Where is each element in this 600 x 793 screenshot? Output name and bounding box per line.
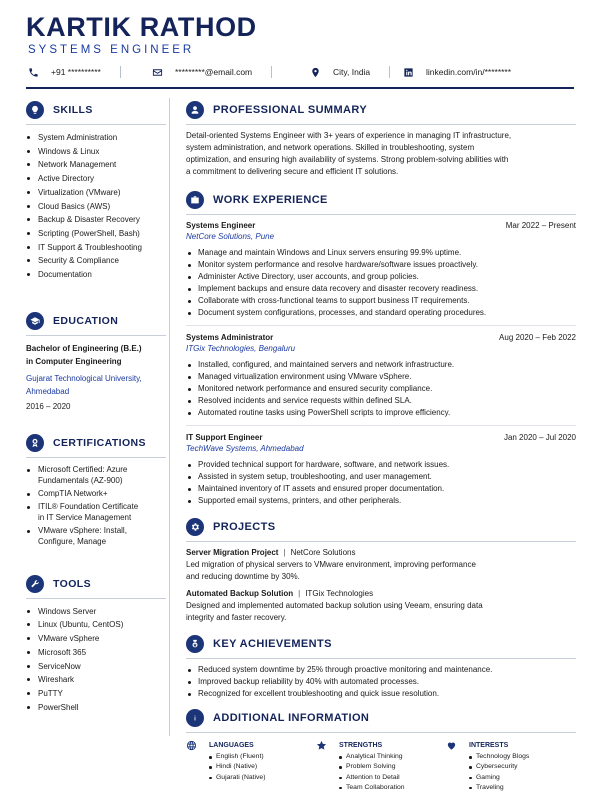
- certification-line: CompTIA Network+: [38, 488, 108, 498]
- tool-item: Linux (Ubuntu, CentOS): [26, 618, 166, 632]
- job-bullets: [186, 247, 576, 319]
- candidate-role: SYSTEMS ENGINEER: [28, 44, 195, 56]
- strength-item: Team Collaboration: [339, 783, 446, 793]
- job-entry: [186, 332, 576, 419]
- certifications-section: [26, 431, 166, 547]
- job-separator: [186, 325, 576, 326]
- job-company: ITGix Technologies, Bengaluru: [186, 344, 296, 353]
- tools-section: [26, 572, 166, 715]
- section-divider: [186, 214, 576, 215]
- job-bullet: Automated routine tasks using PowerShell scripts to improve efficiency.: [186, 407, 576, 419]
- job-company: TechWave Systems, Ahmedabad: [186, 444, 304, 453]
- tools-list: [26, 605, 166, 715]
- strengths-title: STRENGTHS: [339, 741, 383, 749]
- projects-list: [186, 547, 576, 624]
- tool-item: ServiceNow: [26, 660, 166, 674]
- job-header: [186, 220, 576, 231]
- achievement-item: Improved backup reliability by 40% with automated processes.: [186, 676, 576, 688]
- project-header: [186, 588, 576, 600]
- graduation-cap-icon: [26, 312, 44, 330]
- summary-line: optimization, and ensuring high availability of systems. Strong problem-solving abilities with: [186, 155, 509, 164]
- gear-icon: [186, 518, 204, 536]
- left-column: [26, 98, 166, 714]
- skills-title: SKILLS: [53, 104, 93, 116]
- certifications-title: CERTIFICATIONS: [53, 436, 146, 449]
- strength-item: Attention to Detail: [339, 773, 446, 783]
- section-divider: [26, 335, 166, 336]
- languages-column: [186, 738, 316, 793]
- education-section: [26, 309, 166, 413]
- job-entry: [186, 220, 576, 319]
- project-description: integrity and faster recovery.: [186, 613, 287, 622]
- tool-item: PuTTY: [26, 687, 166, 701]
- section-divider: [26, 124, 166, 125]
- job-bullet: Supported email systems, printers, and other peripherals.: [186, 495, 576, 507]
- achievement-item: Recognized for excellent troubleshooting and quick issue resolution.: [186, 688, 576, 700]
- project-entry: [186, 547, 576, 583]
- interests-list: [469, 752, 576, 793]
- education-years: 2016 – 2020: [26, 401, 71, 411]
- summary-line: a commitment to delivering secure and efficient IT solutions.: [186, 167, 399, 176]
- certification-line: Configure, Manage: [38, 536, 107, 546]
- summary-text: [186, 130, 576, 178]
- skill-item: Active Directory: [26, 172, 166, 186]
- linkedin-text: linkedin.com/in/********: [426, 67, 512, 77]
- job-bullet: Document system configurations, processes, and standard operating procedures.: [186, 307, 576, 319]
- job-bullet: Collaborate with cross-functional teams to support business IT requirements.: [186, 295, 576, 307]
- interests-column: [446, 738, 576, 793]
- additional-title: ADDITIONAL INFORMATION: [213, 712, 370, 724]
- contact-phone[interactable]: [28, 64, 101, 80]
- skill-item: Windows & Linux: [26, 145, 166, 159]
- project-org: ITGix Technologies: [305, 589, 374, 598]
- skill-item: Scripting (PowerShell, Bash): [26, 227, 166, 241]
- experience-section: [186, 188, 576, 507]
- location-pin-icon: [310, 67, 321, 78]
- certification-item: [26, 501, 166, 523]
- job-bullet: Monitor system performance and resolve hardware/software issues proactively.: [186, 259, 576, 271]
- degree-line-2: in Computer Engineering: [26, 356, 122, 366]
- certifications-list: [26, 464, 166, 547]
- phone-text: +91 **********: [51, 67, 101, 77]
- section-divider: [26, 457, 166, 458]
- achievements-section: [186, 632, 576, 700]
- skill-item: System Administration: [26, 131, 166, 145]
- job-dates: Mar 2022 – Present: [505, 221, 576, 230]
- certification-item: [26, 464, 166, 486]
- job-dates: Aug 2020 – Feb 2022: [499, 333, 576, 342]
- job-title: Systems Engineer: [186, 221, 256, 230]
- additional-section: [186, 706, 576, 793]
- project-entry: [186, 588, 576, 624]
- column-divider: [169, 98, 170, 736]
- contact-separator: [120, 66, 121, 78]
- contact-email[interactable]: [152, 64, 252, 80]
- lightbulb-icon: [26, 101, 44, 119]
- contact-location: [310, 64, 370, 80]
- language-item: Hindi (Native): [209, 762, 316, 772]
- strength-item: Problem Solving: [339, 762, 446, 772]
- projects-section: [186, 515, 576, 624]
- strengths-list: [339, 752, 446, 793]
- tool-item: Windows Server: [26, 605, 166, 619]
- tool-item: Microsoft 365: [26, 646, 166, 660]
- skill-item: Documentation: [26, 268, 166, 282]
- section-divider: [186, 658, 576, 659]
- strengths-column: [316, 738, 446, 793]
- achievements-title: KEY ACHIEVEMENTS: [213, 638, 332, 650]
- jobs-list: [186, 220, 576, 507]
- globe-icon: [186, 740, 197, 751]
- achievement-item: Reduced system downtime by 25% through proactive monitoring and maintenance.: [186, 664, 576, 676]
- university-line-2: Ahmedabad: [26, 386, 70, 396]
- job-bullet: Monitored network performance and ensured security compliance.: [186, 383, 576, 395]
- job-bullet: Provided technical support for hardware, software, and network issues.: [186, 459, 576, 471]
- job-bullet: Installed, configured, and maintained servers and network infrastructure.: [186, 359, 576, 371]
- job-title: Systems Administrator: [186, 333, 274, 342]
- languages-list: [209, 752, 316, 783]
- section-divider: [186, 124, 576, 125]
- interests-title: INTERESTS: [469, 741, 509, 749]
- university-line-1: Gujarat Technological University,: [26, 373, 142, 383]
- certification-line: Microsoft Certified: Azure: [38, 464, 128, 474]
- project-org: NetCore Solutions: [290, 548, 356, 557]
- contact-separator: [389, 66, 390, 78]
- language-item: English (Fluent): [209, 752, 316, 762]
- job-header: [186, 432, 576, 443]
- project-separator: |: [298, 589, 301, 598]
- section-divider: [186, 541, 576, 542]
- section-divider: [26, 598, 166, 599]
- heart-icon: [446, 740, 457, 751]
- projects-title: PROJECTS: [213, 521, 276, 533]
- achievements-list: [186, 664, 576, 700]
- interest-item: Traveling: [469, 783, 576, 793]
- skill-item: Cloud Basics (AWS): [26, 200, 166, 214]
- skill-item: IT Support & Troubleshooting: [26, 241, 166, 255]
- job-bullet: Assisted in system setup, troubleshooting, and user management.: [186, 471, 576, 483]
- job-bullet: Maintained inventory of IT assets and ensured proper documentation.: [186, 483, 576, 495]
- project-name: Automated Backup Solution: [186, 589, 294, 598]
- tools-wrench-icon: [26, 575, 44, 593]
- job-bullet: Resolved incidents and service requests within defined SLA.: [186, 395, 576, 407]
- certification-line: in IT Service Management: [38, 512, 132, 522]
- project-description: Designed and implemented automated backup solution using Veeam, ensuring data: [186, 601, 483, 610]
- tool-item: PowerShell: [26, 701, 166, 715]
- tool-item: VMware vSphere: [26, 632, 166, 646]
- job-entry: [186, 432, 576, 507]
- email-text: *********@email.com: [175, 67, 253, 77]
- interest-item: Gaming: [469, 773, 576, 783]
- certification-line: VMware vSphere: Install,: [38, 525, 127, 535]
- degree-line-1: Bachelor of Engineering (B.E.): [26, 343, 142, 353]
- summary-line: system administration, and network operations. Skilled in troubleshooting, system: [186, 143, 475, 152]
- project-description: Led migration of physical servers to VMware environment, improving performance: [186, 560, 476, 569]
- contact-row: [28, 64, 576, 80]
- tools-title: TOOLS: [53, 577, 91, 590]
- certification-item: [26, 525, 166, 547]
- phone-icon: [28, 67, 39, 78]
- language-item: Gujarati (Native): [209, 773, 316, 783]
- linkedin-icon: [403, 67, 414, 78]
- job-bullet: Managed virtualization environment using VMware vSphere.: [186, 371, 576, 383]
- job-company: NetCore Solutions, Pune: [186, 232, 275, 241]
- job-separator: [186, 425, 576, 426]
- contact-linkedin[interactable]: [403, 64, 511, 80]
- skill-item: Security & Compliance: [26, 254, 166, 268]
- summary-line: Detail-oriented Systems Engineer with 3+ years of experience in managing IT infrastructure,: [186, 131, 512, 140]
- project-name: Server Migration Project: [186, 548, 279, 557]
- languages-title: LANGUAGES: [209, 741, 254, 749]
- strength-item: Analytical Thinking: [339, 752, 446, 762]
- award-medal-icon: [186, 635, 204, 653]
- candidate-name: KARTIK RATHOD: [26, 12, 257, 42]
- info-icon: [186, 709, 204, 727]
- summary-title: PROFESSIONAL SUMMARY: [213, 104, 368, 116]
- certificate-badge-icon: [26, 434, 44, 452]
- job-dates: Jan 2020 – Jul 2020: [503, 433, 576, 442]
- project-description: and reducing downtime by 30%.: [186, 572, 300, 581]
- tool-item: Wireshark: [26, 673, 166, 687]
- education-title: EDUCATION: [53, 314, 119, 327]
- job-bullet: Implement backups and ensure data recovery and disaster recovery readiness.: [186, 283, 576, 295]
- project-header: [186, 547, 576, 559]
- briefcase-icon: [186, 191, 204, 209]
- certification-item: [26, 488, 166, 499]
- interest-item: Cybersecurity: [469, 762, 576, 772]
- star-icon: [316, 740, 327, 751]
- skill-item: Backup & Disaster Recovery: [26, 213, 166, 227]
- skill-item: Virtualization (VMware): [26, 186, 166, 200]
- person-icon: [186, 101, 204, 119]
- right-column: [186, 98, 576, 793]
- skill-item: Network Management: [26, 158, 166, 172]
- job-bullet: Administer Active Directory, user accounts, and group policies.: [186, 271, 576, 283]
- job-header: [186, 332, 576, 343]
- certification-line: ITIL® Foundation Certificate: [38, 501, 139, 511]
- summary-section: [186, 98, 576, 178]
- skills-section: [26, 98, 166, 282]
- certification-line: Fundamentals (AZ-900): [38, 475, 123, 485]
- job-bullet: Manage and maintain Windows and Linux servers ensuring 99.9% uptime.: [186, 247, 576, 259]
- job-bullets: [186, 459, 576, 507]
- job-title: IT Support Engineer: [186, 433, 263, 442]
- mail-icon: [152, 67, 163, 78]
- skills-list: [26, 131, 166, 282]
- header-divider: [26, 87, 574, 89]
- section-divider: [186, 732, 576, 733]
- job-bullets: [186, 359, 576, 419]
- project-separator: |: [283, 548, 286, 557]
- interest-item: Technology Blogs: [469, 752, 576, 762]
- experience-title: WORK EXPERIENCE: [213, 194, 328, 206]
- contact-separator: [271, 66, 272, 78]
- location-text: City, India: [333, 67, 371, 77]
